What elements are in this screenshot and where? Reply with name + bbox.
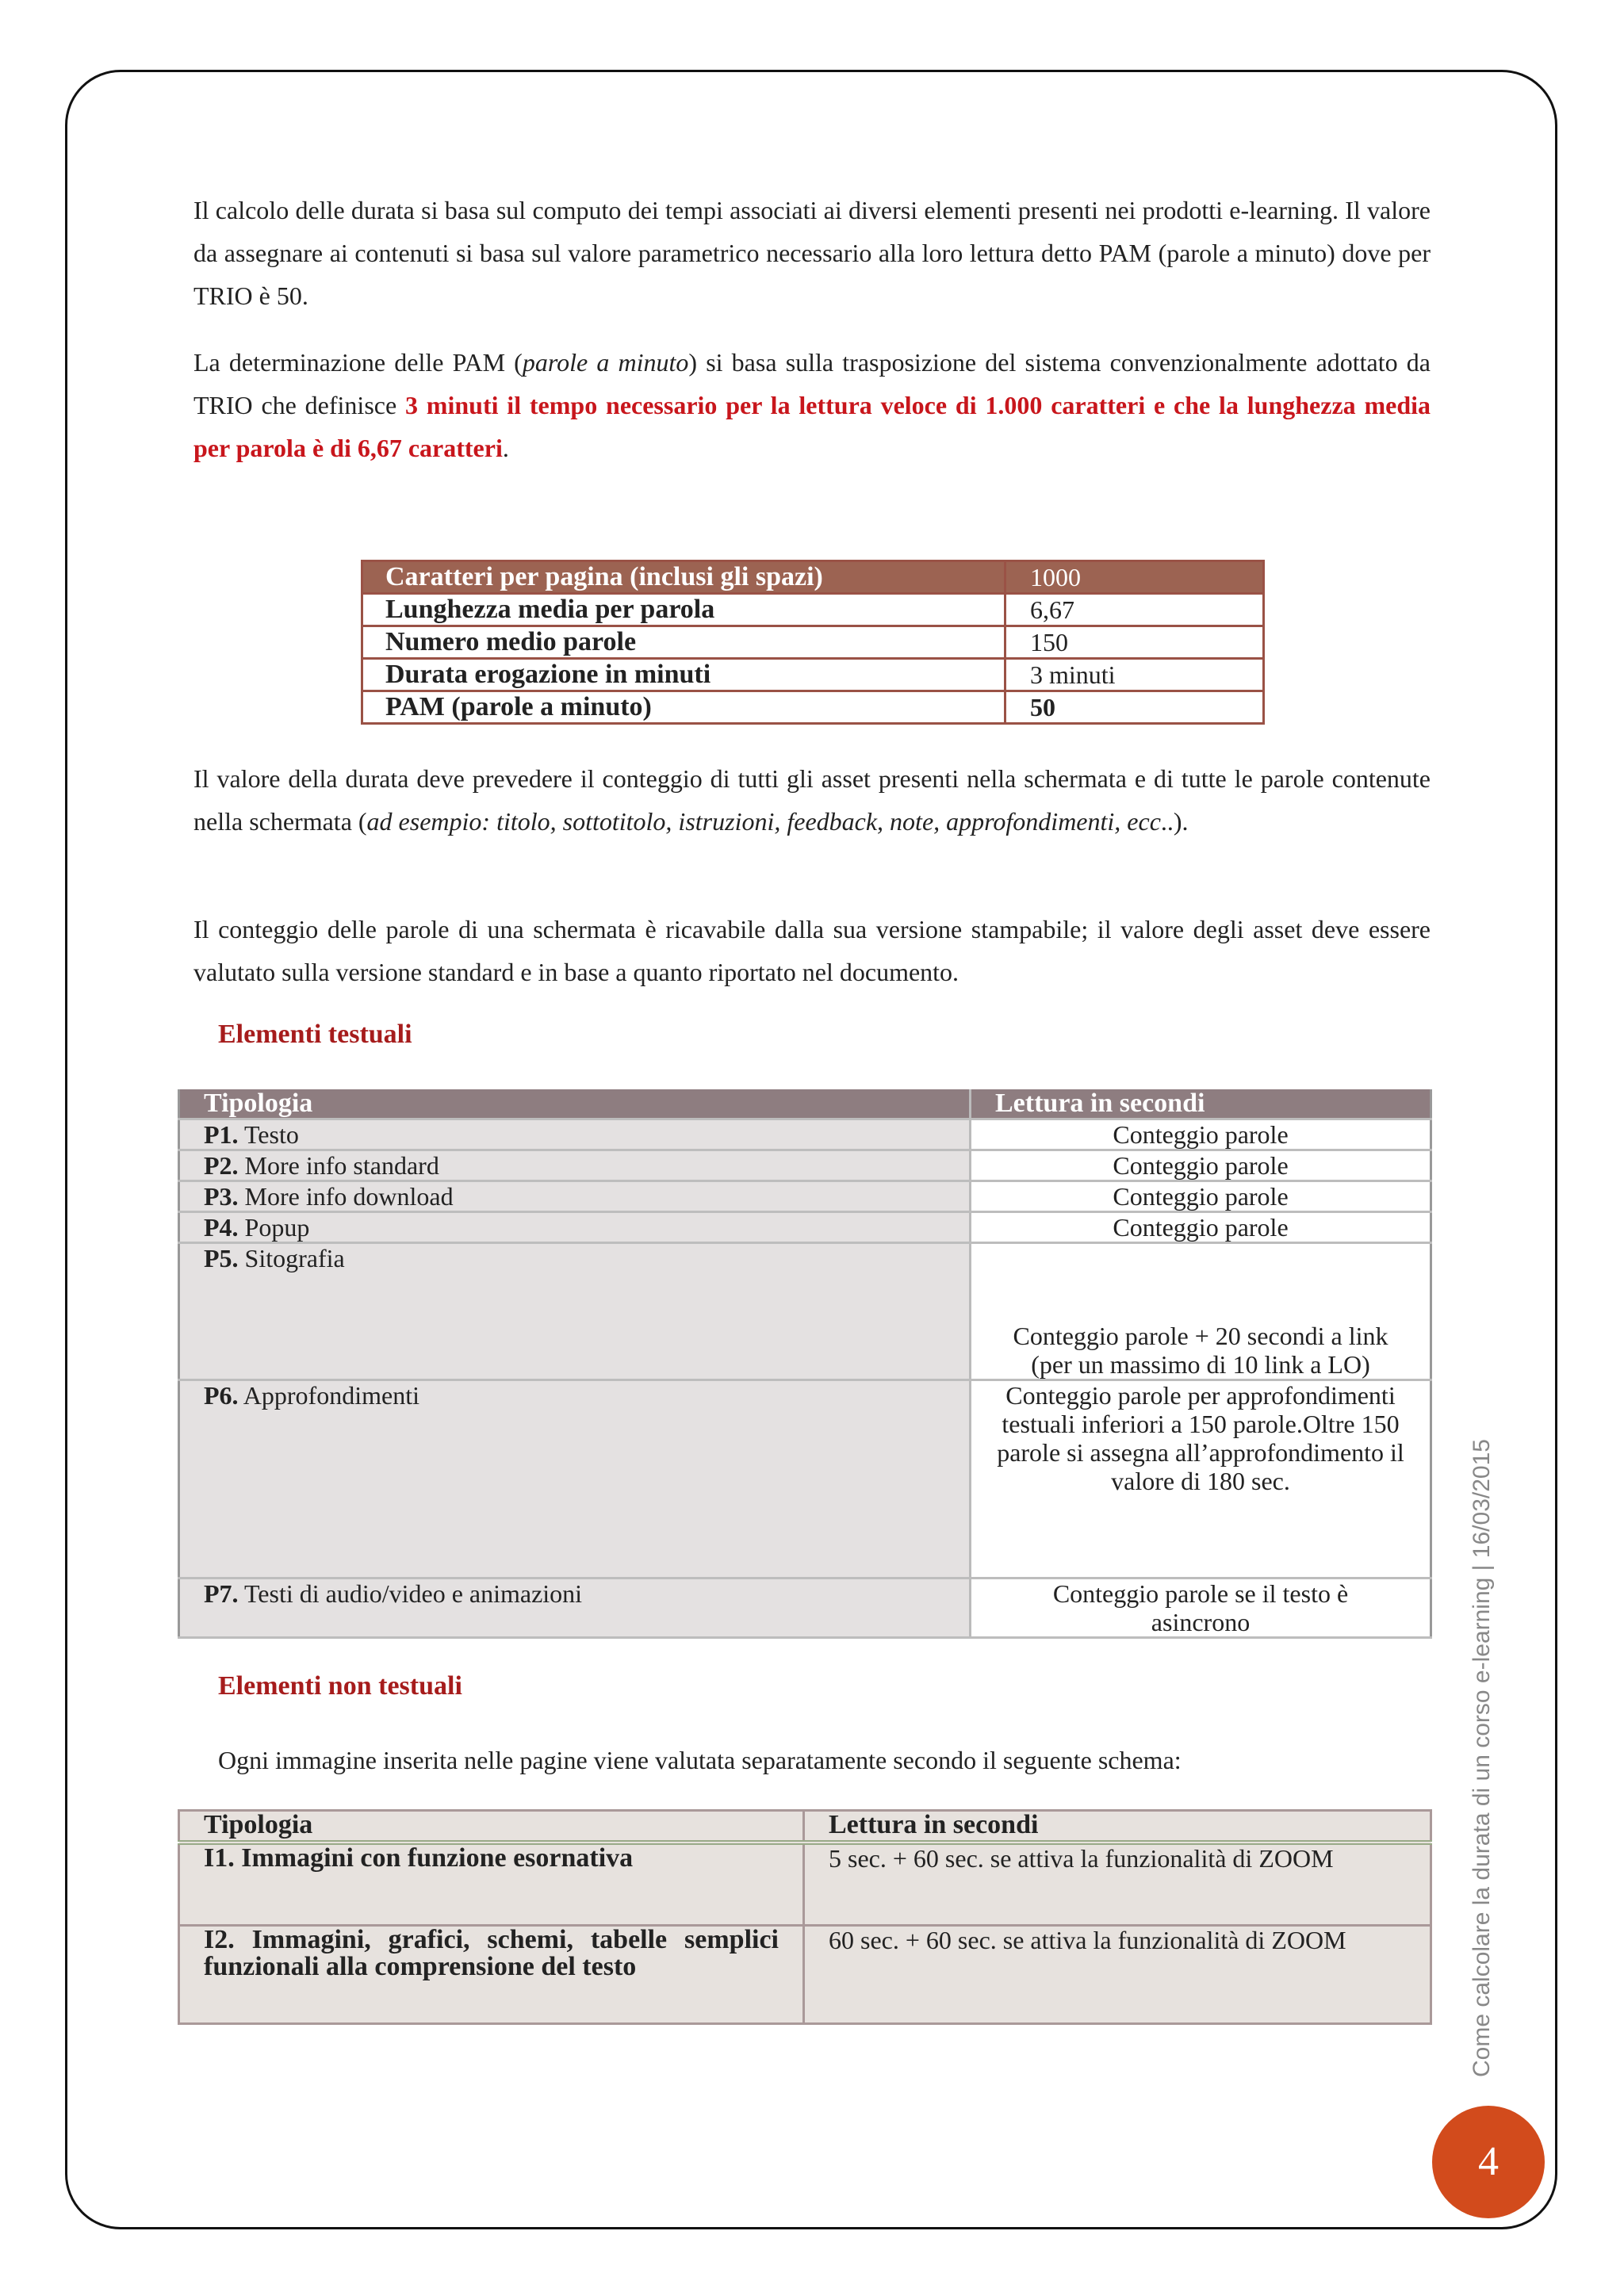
row-type — [179, 1380, 971, 1578]
row-code: P3. — [204, 1182, 239, 1211]
row-name: Testo — [238, 1120, 299, 1149]
image-elements-table — [178, 1809, 1432, 2025]
page-number: 4 — [1432, 2106, 1545, 2218]
p2-end: . — [502, 434, 509, 462]
row-type — [179, 1150, 971, 1181]
row-value: Conteggio parole — [971, 1212, 1431, 1243]
row-type: I2. Immagini, grafici, schemi, tabelle semplici funzionali alla comprensione del testo — [179, 1925, 804, 2023]
heading-elementi-testuali: Elementi testuali — [218, 1020, 412, 1049]
pam-table-row — [362, 626, 1264, 659]
row-type — [179, 1212, 971, 1243]
table-header — [179, 1089, 1431, 1119]
row-type — [179, 1578, 971, 1638]
row-code: P7. — [204, 1579, 239, 1608]
row-value: Conteggio parole — [971, 1150, 1431, 1181]
pam-key: Caratteri per pagina (inclusi gli spazi) — [362, 561, 1005, 594]
header-lettura: Lettura in secondi — [804, 1811, 1431, 1843]
heading-elementi-non-testuali: Elementi non testuali — [218, 1671, 462, 1701]
paragraph-3 — [193, 757, 1431, 843]
pam-key: Lunghezza media per parola — [362, 594, 1005, 626]
pam-table-row — [362, 691, 1264, 724]
row-code: P4. — [204, 1213, 239, 1242]
paragraph-5: Ogni immagine inserita nelle pagine viene valutata separatamente secondo il seguente schema: — [218, 1746, 1182, 1774]
row-type — [179, 1119, 971, 1150]
p2-text-b: ) si basa sulla trasposizione del sistema convenzionalmente adottato da TRIO che definisce — [193, 348, 1431, 419]
pam-key: Durata erogazione in minuti — [362, 659, 1005, 691]
intro-paragraph — [193, 189, 1431, 317]
row-type — [179, 1243, 971, 1380]
pam-paragraph — [193, 341, 1431, 469]
asset-paragraph — [193, 757, 1431, 843]
table-row — [179, 1181, 1431, 1212]
pam-table-row — [362, 594, 1264, 626]
row-type: I1. Immagini con funzione esornativa — [179, 1843, 804, 1925]
header-tipologia: Tipologia — [179, 1811, 804, 1843]
row-name: Testi di audio/video e animazioni — [238, 1579, 583, 1608]
count-paragraph — [193, 908, 1431, 993]
table-row — [179, 1243, 1431, 1380]
row-value: 60 sec. + 60 sec. se attiva la funzionalità di ZOOM — [804, 1925, 1431, 2023]
pam-value: 150 — [1005, 626, 1264, 659]
row-name: Approfondimenti — [238, 1381, 419, 1410]
table-row — [179, 1380, 1431, 1578]
row-code: P6. — [204, 1381, 239, 1410]
row-value: Conteggio parole per approfondimenti testuali inferiori a 150 parole.Oltre 150 parole si assegna all’approfondimento il valore di 180 sec. — [971, 1380, 1431, 1578]
paragraph-1: Il calcolo delle durata si basa sul computo dei tempi associati ai diversi elementi presenti nei prodotti e-learning. Il valore da assegnare ai contenuti si basa sul valore parametrico necessario alla loro lettura detto PAM (parole a minuto) dove per TRIO è 50. — [193, 196, 1431, 310]
pam-value: 50 — [1005, 691, 1264, 724]
pam-value: 1000 — [1005, 561, 1264, 594]
header-tipologia: Tipologia — [179, 1089, 971, 1119]
p3-text: Il valore della durata deve prevedere il conteggio di tutti gli asset presenti nella schermata e di tutte le parole contenute nella schermata ( — [193, 764, 1431, 836]
p2-text-a: La determinazione delle PAM ( — [193, 348, 523, 377]
row-value: 5 sec. + 60 sec. se attiva la funzionalità di ZOOM — [804, 1843, 1431, 1925]
row-code: P2. — [204, 1151, 239, 1180]
p2-italic: parole a minuto — [522, 348, 689, 377]
p3-end: ..). — [1160, 807, 1189, 836]
table-row — [179, 1212, 1431, 1243]
table-header — [179, 1811, 1431, 1843]
table-row — [179, 1578, 1431, 1638]
row-value: Conteggio parole se il testo è asincrono — [971, 1578, 1431, 1638]
pam-value: 6,67 — [1005, 594, 1264, 626]
row-code: P5. — [204, 1244, 239, 1272]
p2-highlight: 3 minuti il tempo necessario per la lettura veloce di 1.000 caratteri e che la lunghezza media per parola è di 6,67 caratteri — [193, 391, 1431, 462]
pam-table-row — [362, 561, 1264, 594]
pam-key: PAM (parole a minuto) — [362, 691, 1005, 724]
pam-value: 3 minuti — [1005, 659, 1264, 691]
pam-table — [361, 560, 1265, 725]
table-row — [179, 1119, 1431, 1150]
row-name: More info standard — [238, 1151, 439, 1180]
table-row — [179, 1925, 1431, 2023]
table-row — [179, 1843, 1431, 1925]
pam-table-row — [362, 659, 1264, 691]
sidebar-footer-text: Come calcolare la durata di un corso e-learning | 16/03/2015 — [1469, 1439, 1495, 2077]
table-row — [179, 1150, 1431, 1181]
p3-italic: ad esempio: titolo, sottotitolo, istruzioni, feedback, note, approfondimenti, ecc — [366, 807, 1161, 836]
row-value: Conteggio parole + 20 secondi a link (per un massimo di 10 link a LO) — [971, 1243, 1431, 1380]
text-elements-table — [178, 1089, 1432, 1639]
row-type — [179, 1181, 971, 1212]
header-lettura: Lettura in secondi — [971, 1089, 1431, 1119]
paragraph-4: Il conteggio delle parole di una schermata è ricavabile dalla sua versione stampabile; il valore degli asset deve essere valutato sulla versione standard e in base a quanto riportato nel documento. — [193, 915, 1431, 986]
row-code: P1. — [204, 1120, 239, 1149]
row-name: Sitografia — [238, 1244, 345, 1272]
row-value: Conteggio parole — [971, 1181, 1431, 1212]
row-name: More info download — [238, 1182, 454, 1211]
row-value: Conteggio parole — [971, 1119, 1431, 1150]
row-name: Popup — [238, 1213, 310, 1242]
pam-key: Numero medio parole — [362, 626, 1005, 659]
paragraph-2 — [193, 341, 1431, 469]
